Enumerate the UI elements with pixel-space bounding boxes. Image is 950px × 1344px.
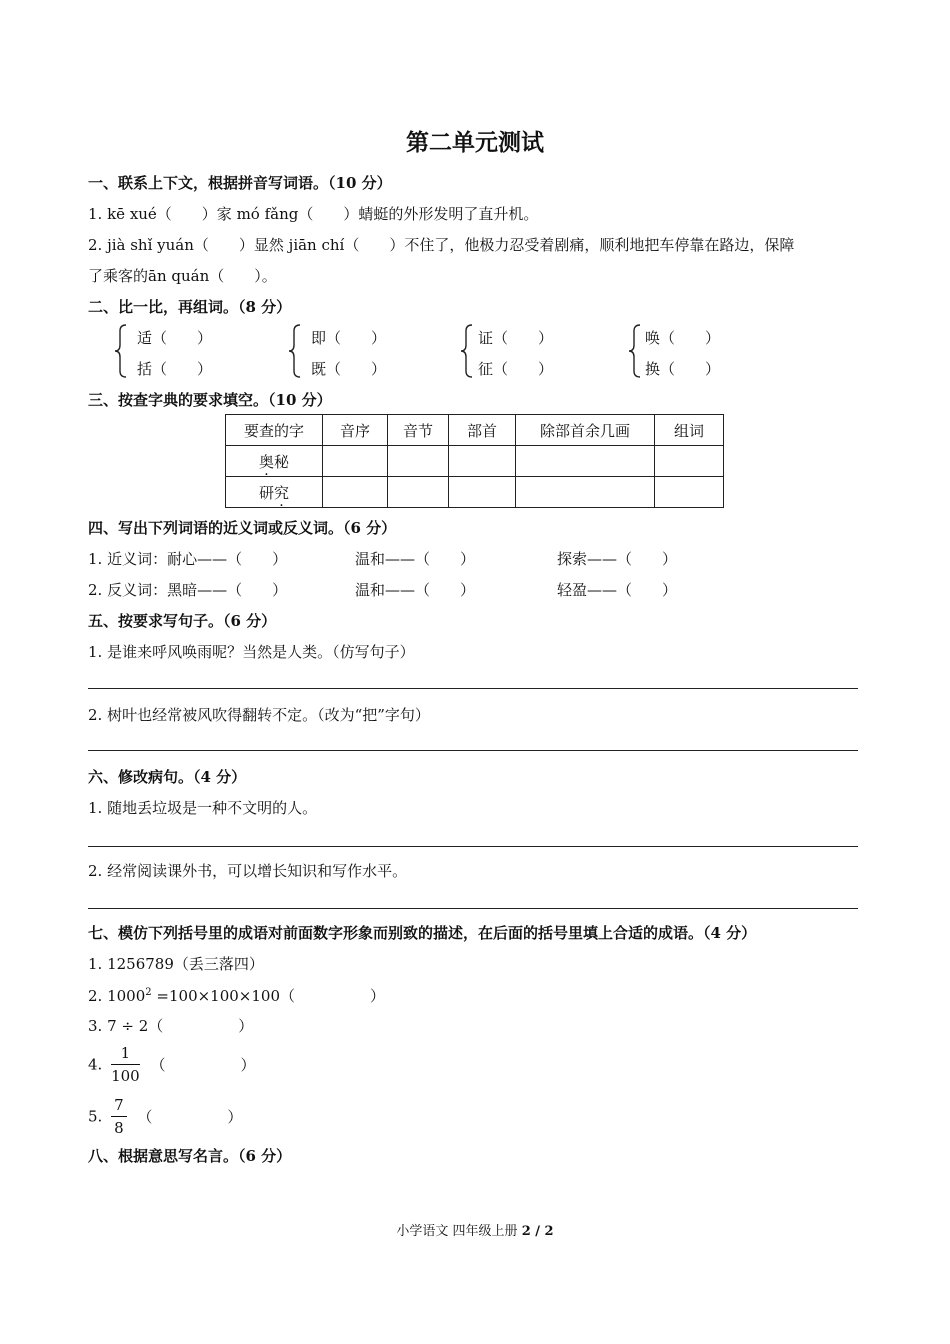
antonym-3: 轻盈——（ ） — [557, 581, 678, 599]
dictionary-table — [225, 414, 724, 508]
q5-paren: （ ） — [137, 1108, 243, 1126]
synonym-3: 探索——（ ） — [557, 550, 678, 568]
page-footer — [0, 1220, 950, 1239]
q2-rest: =100×100×100（ ） — [151, 987, 386, 1005]
col-header: 要查的字 — [226, 415, 323, 446]
q2-base: 2. 1000 — [88, 987, 146, 1005]
s7-question-4 — [88, 1042, 256, 1087]
s6-question-2: 2. 经常阅读课外书，可以增长知识和写作水平。 — [88, 862, 408, 880]
q4-paren: （ ） — [150, 1056, 256, 1074]
section-5-heading: 五、按要求写句子。（6 分） — [88, 612, 277, 630]
answer-cell — [388, 477, 449, 508]
section-8-heading: 八、根据意思写名言。（6 分） — [88, 1147, 292, 1165]
pair-2-bottom: 既（ ） — [311, 360, 387, 378]
denominator: 8 — [114, 1119, 124, 1137]
table-row — [226, 477, 724, 508]
table-row — [226, 446, 724, 477]
answer-cell — [449, 477, 516, 508]
s7-question-3: 3. 7 ÷ 2（ ） — [88, 1017, 254, 1035]
answer-cell — [323, 446, 388, 477]
s7-question-2 — [88, 985, 385, 1006]
col-header: 组词 — [655, 415, 724, 446]
char: 秘 — [274, 452, 290, 471]
denominator: 100 — [111, 1067, 140, 1085]
brace-icon — [628, 323, 642, 379]
fraction-1-100 — [111, 1042, 140, 1087]
dotted-char: 奥 — [258, 452, 274, 471]
footer-text: 小学语文 四年级上册 — [396, 1224, 522, 1239]
answer-cell — [516, 477, 655, 508]
char: 研 — [258, 483, 274, 502]
brace-icon — [114, 323, 128, 379]
page-number: 2 / 2 — [521, 1224, 554, 1239]
pair-3-top: 证（ ） — [478, 329, 554, 347]
answer-cell — [449, 446, 516, 477]
brace-icon — [460, 323, 474, 379]
synonym-2: 温和——（ ） — [355, 550, 476, 568]
col-header: 除部首余几画 — [516, 415, 655, 446]
col-header: 音节 — [388, 415, 449, 446]
antonym-2: 温和——（ ） — [355, 581, 476, 599]
s1-question-2b: 了乘客的ān quán（ ）。 — [88, 267, 277, 285]
answer-cell — [516, 446, 655, 477]
s6-question-1: 1. 随地丢垃圾是一种不文明的人。 — [88, 799, 318, 817]
s7-question-1: 1. 1256789（丢三落四） — [88, 955, 264, 973]
s5-question-1: 1. 是谁来呼风唤雨呢？当然是人类。（仿写句子） — [88, 643, 415, 661]
answer-line — [88, 846, 858, 847]
s5-question-2: 2. 树叶也经常被风吹得翻转不定。（改为“把”字句） — [88, 706, 430, 724]
answer-cell — [655, 477, 724, 508]
antonym-1: 2. 反义词：黑暗——（ ） — [88, 581, 288, 599]
answer-cell — [323, 477, 388, 508]
answer-cell — [388, 446, 449, 477]
brace-icon — [288, 323, 302, 379]
pair-3-bottom: 征（ ） — [478, 360, 554, 378]
dotted-char: 究 — [274, 483, 290, 502]
s1-question-2a: 2. jià shǐ yuán（ ）显然 jiān chí（ ）不住了，他极力忍受着剧痛，顺利地把车停靠在路边，保障 — [88, 236, 795, 254]
section-2-heading: 二、比一比，再组词。（8 分） — [88, 298, 292, 316]
s7-question-5 — [88, 1094, 242, 1139]
section-7-heading: 七、模仿下列括号里的成语对前面数字形象而别致的描述，在后面的括号里填上合适的成语。（4 分） — [88, 924, 757, 942]
q4-label: 4. — [88, 1055, 103, 1074]
section-3-heading: 三、按查字典的要求填空。（10 分） — [88, 391, 332, 409]
pair-4-top: 唤（ ） — [645, 329, 721, 347]
section-6-heading: 六、修改病句。（4 分） — [88, 768, 247, 786]
page-title: 第二单元测试 — [406, 129, 544, 156]
col-header: 部首 — [449, 415, 516, 446]
lookup-char-cell — [226, 446, 323, 477]
table-header-row — [226, 415, 724, 446]
pair-4-bottom: 换（ ） — [645, 360, 721, 378]
numerator: 1 — [111, 1042, 140, 1065]
numerator: 7 — [111, 1094, 127, 1117]
lookup-char-cell — [226, 477, 323, 508]
fraction-7-8 — [111, 1094, 127, 1139]
pair-1-top: 适（ ） — [137, 329, 213, 347]
pair-1-bottom: 括（ ） — [137, 360, 213, 378]
answer-line — [88, 750, 858, 751]
section-4-heading: 四、写出下列词语的近义词或反义词。（6 分） — [88, 519, 397, 537]
q2-exponent: 2 — [145, 987, 152, 998]
col-header: 音序 — [323, 415, 388, 446]
answer-line — [88, 908, 858, 909]
s1-question-1: 1. kē xué（ ）家 mó fǎng（ ）蜻蜓的外形发明了直升机。 — [88, 205, 539, 223]
section-1-heading: 一、联系上下文，根据拼音写词语。（10 分） — [88, 174, 392, 192]
q5-label: 5. — [88, 1107, 103, 1126]
answer-cell — [655, 446, 724, 477]
synonym-1: 1. 近义词：耐心——（ ） — [88, 550, 288, 568]
answer-line — [88, 688, 858, 689]
pair-2-top: 即（ ） — [311, 329, 387, 347]
